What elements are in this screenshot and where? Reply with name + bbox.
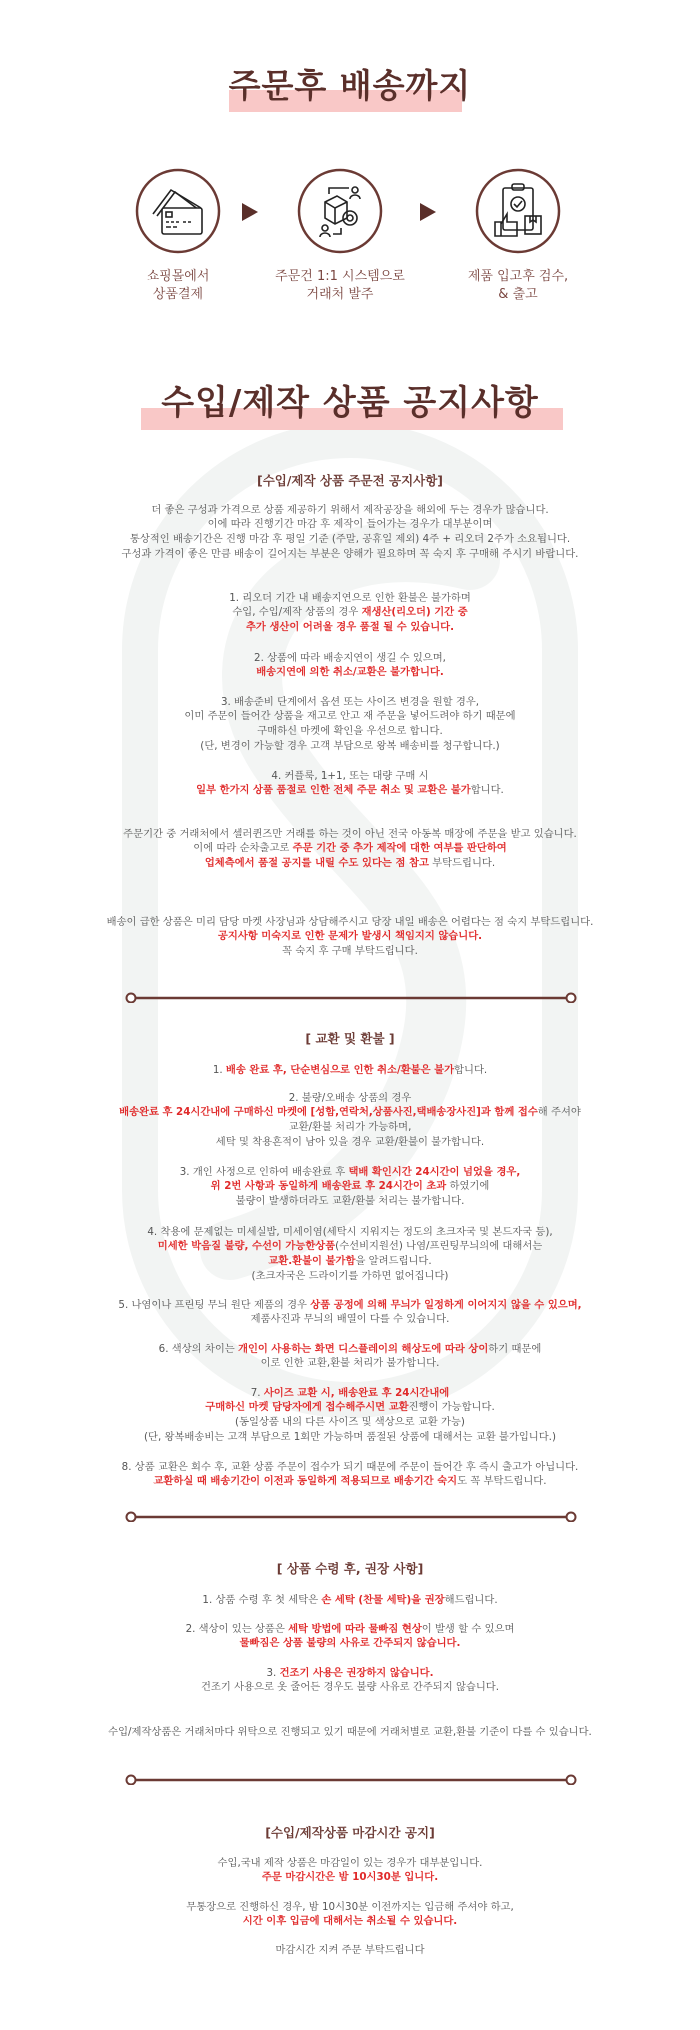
notice-line <box>0 929 700 944</box>
notice-paragraph <box>0 695 700 754</box>
divider-end-circle-icon <box>567 1776 576 1785</box>
notice-line <box>0 605 700 620</box>
body-text: 구성과 가격이 좋은 만큼 배송이 길어지는 부분은 양해가 필요하며 꼭 숙지 후 구매해 주시기 바랍니다. <box>121 547 579 560</box>
notice-paragraph <box>0 591 700 635</box>
emphasis-text: 위 2번 사항과 동일하게 배송완료 후 24시간이 초과 <box>210 1180 447 1193</box>
notice-paragraph <box>0 1666 700 1695</box>
emphasis-text: 개인이 사용하는 화면 디스플레이의 해상도에 따라 상이 <box>238 1342 489 1355</box>
notice-paragraph <box>0 1460 700 1489</box>
step-label-inspection: 제품 입고후 검수, & 출고 <box>467 269 569 302</box>
body-text: 합니다. <box>454 1063 488 1076</box>
emphasis-text: 배송지연에 의한 취소/교환은 불가합니다. <box>256 666 444 679</box>
notice-line <box>0 783 700 798</box>
notice-line <box>0 695 700 710</box>
body-text: (초크자국은 드라이기를 가하면 없어집니다) <box>251 1269 449 1282</box>
notice-paragraph <box>0 1225 700 1284</box>
notice-line <box>0 547 700 562</box>
body-text: 주문기간 중 거래처에서 셀러퀸즈만 거래를 하는 것이 아닌 전국 아동복 매장에 주문을 받고 있습니다. <box>123 827 577 840</box>
notice-line <box>0 1225 700 1240</box>
emphasis-text: 물빠짐은 상품 불량의 사유로 간주되지 않습니다. <box>239 1637 461 1650</box>
step-label-payment: 쇼핑몰에서 상품결제 <box>146 269 210 302</box>
body-text: 이로 인한 교환,환불 처리가 불가합니다. <box>260 1357 440 1370</box>
notice-paragraph <box>0 1091 700 1150</box>
body-text: 4. 착용에 문제없는 미세실밥, 미세이염(세탁시 지워지는 정도의 초크자국 및 본드자국 등), <box>147 1225 553 1238</box>
section-header: [수입/제작상품 마감시간 공지] <box>265 1825 435 1840</box>
notice-line <box>0 1474 700 1489</box>
notice-paragraph <box>0 1386 700 1445</box>
notice-line <box>0 1063 700 1078</box>
emphasis-text: 배송완료 후 24시간내에 구매하신 마켓에 [성함,연락처,상품사진,택배송장사진]과 함께 접수 <box>119 1106 538 1119</box>
notice-line <box>0 1593 700 1608</box>
divider-end-circle-icon <box>127 1776 136 1785</box>
emphasis-text: 미세한 박음질 불량, 수선이 가능한상품 <box>157 1240 336 1253</box>
notice-line <box>0 841 700 856</box>
notice-line <box>0 856 700 871</box>
notice-line <box>0 1135 700 1150</box>
section-header: [ 교환 및 환불 ] <box>305 1031 395 1046</box>
notice-paragraph <box>0 827 700 871</box>
divider-end-circle-icon <box>567 994 576 1003</box>
body-text: 꼭 숙지 후 구매 부탁드립니다. <box>282 945 418 958</box>
notice-line <box>0 1400 700 1415</box>
body-text: 세탁 및 착용흔적이 남아 있을 경우 교환/환불이 불가합니다. <box>215 1135 485 1148</box>
emphasis-text: 택배 확인시간 24시간이 넘었을 경우, <box>348 1165 521 1178</box>
step-order-system <box>297 168 383 254</box>
body-text: 제품사진과 무늬의 배열이 다를 수 있습니다. <box>250 1313 450 1326</box>
notice-line <box>0 1386 700 1401</box>
notice-line <box>0 517 700 532</box>
body-text: 6. 색상의 차이는 <box>158 1342 238 1355</box>
divider-end-circle-icon <box>567 1513 576 1522</box>
body-text: 수입, 수입/제작 상품의 경우 <box>232 606 362 619</box>
body-text: (수선비지원선) 나염/프린팅무늬의에 대해서는 <box>335 1240 543 1253</box>
body-text: 을 알려드립니다. <box>355 1255 432 1268</box>
notice-line <box>0 724 700 739</box>
notice-line <box>0 1680 700 1695</box>
section-header: [ 상품 수령 후, 권장 사항] <box>276 1561 424 1576</box>
body-text: 부탁드립니다. <box>428 857 496 870</box>
notice-line <box>0 915 700 930</box>
emphasis-text: 배송 완료 후, 단순변심으로 인한 취소/환불은 불가 <box>225 1063 455 1076</box>
emphasis-text: 건조기 사용은 권장하지 않습니다. <box>279 1666 434 1679</box>
notice-paragraph <box>0 769 700 798</box>
body-text: (단, 변경이 가능할 경우 고객 부담으로 왕복 배송비를 청구합니다.) <box>200 739 500 752</box>
notice-paragraph <box>0 1298 700 1327</box>
emphasis-text: 구매하신 마켓 담당자에게 접수해주시면 교환 <box>205 1401 409 1414</box>
body-text: 더 좋은 구성과 가격으로 상품 제공하기 위해서 제작공장을 해외에 두는 경우가 많습니다. <box>151 503 549 516</box>
notice-line <box>0 1254 700 1269</box>
emphasis-text: 상품 공정에 의해 무늬가 일정하게 이어지지 않을 수 있으며, <box>310 1298 582 1311</box>
notice-paragraph <box>0 915 700 959</box>
body-text: 건조기 사용으로 옷 줄어든 경우도 불량 사유로 간주되지 않습니다. <box>200 1681 500 1694</box>
notice-line <box>0 1269 700 1284</box>
notice-paragraph <box>0 1943 700 1958</box>
emphasis-text: 주문 마감시간은 밤 10시30분 입니다. <box>261 1871 439 1884</box>
body-text: 합니다. <box>470 784 504 797</box>
body-text: 4. 커플룩, 1+1, 또는 대량 구매 시 <box>271 769 429 782</box>
body-text: 3. 개인 사정으로 인하여 배송완료 후 <box>179 1165 349 1178</box>
body-text: 수입,국내 제작 상품은 마감일이 있는 경우가 대부분입니다. <box>217 1856 483 1869</box>
section-divider <box>125 1510 577 1522</box>
body-text: 2. 색상이 있는 상품은 <box>185 1622 289 1635</box>
notice-line <box>0 1725 700 1740</box>
notice-line <box>0 1856 700 1871</box>
emphasis-text: 손 세탁 (찬물 세탁)을 권장 <box>321 1593 445 1606</box>
body-text: 8. 상품 교환은 회수 후, 교환 상품 주문이 접수가 되기 때문에 주문이 들어간 후 즉시 출고가 아닙니다. <box>121 1460 579 1473</box>
notice-line <box>0 620 700 635</box>
emphasis-text: 시간 이후 입금에 대해서는 취소될 수 있습니다. <box>242 1915 458 1928</box>
body-text: 마감시간 지켜 주문 부탁드립니다 <box>275 1943 425 1956</box>
notice-line <box>0 1091 700 1106</box>
emphasis-text: 일부 한가지 상품 품절로 인한 전체 주문 취소 및 교환은 불가 <box>196 784 471 797</box>
notice-paragraph <box>0 503 700 562</box>
order-system-gear-icon <box>297 168 383 254</box>
notice-line <box>0 1165 700 1180</box>
body-text: 7. <box>250 1386 264 1399</box>
body-text: 해 주셔야 <box>537 1106 581 1119</box>
section-divider <box>125 991 577 1003</box>
emphasis-text: 교환.환불이 불가함 <box>268 1255 356 1268</box>
notice-line <box>0 1298 700 1313</box>
emphasis-text: 재생산(리오더) 기간 중 <box>361 606 468 619</box>
notice-line <box>0 1914 700 1929</box>
body-text: 교환/환불 처리가 가능하며, <box>288 1121 412 1134</box>
step-payment <box>135 168 221 254</box>
notice-line <box>0 1900 700 1915</box>
body-text: 해드립니다. <box>444 1593 498 1606</box>
body-text: 하기 때문에 <box>488 1342 542 1355</box>
notice-line <box>0 503 700 518</box>
notice-line <box>0 1342 700 1357</box>
notice-line <box>0 944 700 959</box>
notice-line <box>0 651 700 666</box>
body-text: 진행이 가능합니다. <box>408 1401 495 1414</box>
body-text: (동일상품 내의 다른 사이즈 및 색상으로 교환 가능) <box>235 1416 465 1429</box>
notice-line <box>0 1870 700 1885</box>
notice-paragraph <box>0 1063 700 1078</box>
notice-line <box>0 1356 700 1371</box>
emphasis-text: 사이즈 교환 시, 배송완료 후 24시간내에 <box>263 1386 450 1399</box>
body-text: 2. 불량/오배송 상품의 경우 <box>288 1091 412 1104</box>
triangle-right-icon <box>242 203 258 221</box>
emphasis-text: 추가 생산이 어려울 경우 품절 될 수 있습니다. <box>245 621 455 634</box>
notice-line <box>0 1460 700 1475</box>
body-text: 1. <box>212 1063 226 1076</box>
body-text: 이에 따라 진행기간 마감 후 제작이 들어가는 경우가 대부분이며 <box>207 518 493 531</box>
divider-end-circle-icon <box>127 994 136 1003</box>
body-text: 2. 상품에 따라 배송지연이 생길 수 있으며, <box>254 651 446 664</box>
notice-line <box>0 665 700 680</box>
step-inspection <box>475 168 561 254</box>
body-text: 하였기에 <box>446 1180 490 1193</box>
notice-line <box>0 1179 700 1194</box>
notice-paragraph <box>0 1900 700 1929</box>
body-text: 이미 주문이 들어간 상품을 재고로 안고 재 주문을 넣어드려야 하기 때문에 <box>184 710 516 723</box>
notice-line <box>0 1636 700 1651</box>
notice-line <box>0 709 700 724</box>
notice-line <box>0 1105 700 1120</box>
body-text: 이에 따라 순차출고로 <box>193 842 293 855</box>
notice-line <box>0 1430 700 1445</box>
notice-line <box>0 827 700 842</box>
notice-line <box>0 1666 700 1681</box>
notice-paragraph <box>0 1342 700 1371</box>
notice-title: 수입/제작 상품 공지사항 <box>161 383 539 423</box>
body-text: 이 발생 할 수 있으며 <box>421 1622 515 1635</box>
notice-line <box>0 739 700 754</box>
credit-card-icon <box>135 168 221 254</box>
notice-paragraph <box>0 1593 700 1608</box>
step-label-order-system: 주문건 1:1 시스템으로 거래처 발주 <box>275 269 405 302</box>
notice-paragraph <box>0 651 700 680</box>
notice-paragraph <box>0 1622 700 1651</box>
body-text: 1. 상품 수령 후 첫 세탁은 <box>202 1593 322 1606</box>
section-divider <box>125 1773 577 1785</box>
notice-paragraph <box>0 1856 700 1885</box>
process-title: 주문후 배송까지 <box>228 66 472 105</box>
notice-line <box>0 1194 700 1209</box>
emphasis-text: 세탁 방법에 따라 물빠짐 현상 <box>288 1622 422 1635</box>
emphasis-text: 주문 기간 중 추가 제작에 대한 여부를 판단하여 <box>292 842 507 855</box>
emphasis-text: 업체측에서 품절 공지를 내릴 수도 있다는 점 참고 <box>204 857 429 870</box>
body-text: 3. <box>266 1666 280 1679</box>
body-text: 3. 배송준비 단계에서 옵션 또는 사이즈 변경을 원할 경우, <box>220 695 480 708</box>
notice-line <box>0 591 700 606</box>
body-text: 5. 나염이나 프린팅 무늬 원단 제품의 경우 <box>118 1298 311 1311</box>
notice-line <box>0 532 700 547</box>
emphasis-text: 교환하실 때 배송기간이 이전과 동일하게 적용되므로 배송기간 숙지 <box>153 1475 458 1488</box>
notice-line <box>0 1312 700 1327</box>
notice-paragraph <box>0 1165 700 1209</box>
body-text: 불량이 발생하더라도 교환/환불 처리는 불가합니다. <box>235 1195 465 1208</box>
body-text: (단, 왕복배송비는 고객 부담으로 1회만 가능하며 품절된 상품에 대해서는 교환 불가입니다.) <box>144 1430 556 1443</box>
notice-paragraph <box>0 1725 700 1740</box>
clipboard-inspection-icon <box>475 168 561 254</box>
notice-line <box>0 1943 700 1958</box>
body-text: 도 꼭 부탁드립니다. <box>457 1475 547 1488</box>
triangle-right-icon <box>420 203 436 221</box>
body-text: 구매하신 마켓에 확인을 우선으로 합니다. <box>257 725 443 738</box>
notice-line <box>0 1415 700 1430</box>
notice-line <box>0 1239 700 1254</box>
body-text: 수입/제작상품은 거래처마다 위탁으로 진행되고 있기 때문에 거래처별로 교환,환불 기준이 다를 수 있습니다. <box>108 1725 592 1738</box>
emphasis-text: 공지사항 미숙지로 인한 문제가 발생시 책임지지 않습니다. <box>217 930 483 943</box>
body-text: 통상적인 배송기간은 진행 마감 후 평일 기준 (주말, 공휴일 제외) 4주 + 리오더 2주가 소요됩니다. <box>129 533 571 546</box>
notice-line <box>0 1622 700 1637</box>
section-header: [수입/제작 상품 주문전 공지사항] <box>256 473 444 488</box>
body-text: 무통장으로 진행하신 경우, 밤 10시30분 이전까지는 입금해 주셔야 하고, <box>186 1900 514 1913</box>
body-text: 배송이 급한 상품은 미리 담당 마켓 사장님과 상담해주시고 당장 내일 배송은 어렵다는 점 숙지 부탁드립니다. <box>106 915 594 928</box>
notice-line <box>0 1120 700 1135</box>
notice-line <box>0 769 700 784</box>
body-text: 1. 리오더 기간 내 배송지연으로 인한 환불은 불가하며 <box>229 591 471 604</box>
divider-end-circle-icon <box>127 1513 136 1522</box>
